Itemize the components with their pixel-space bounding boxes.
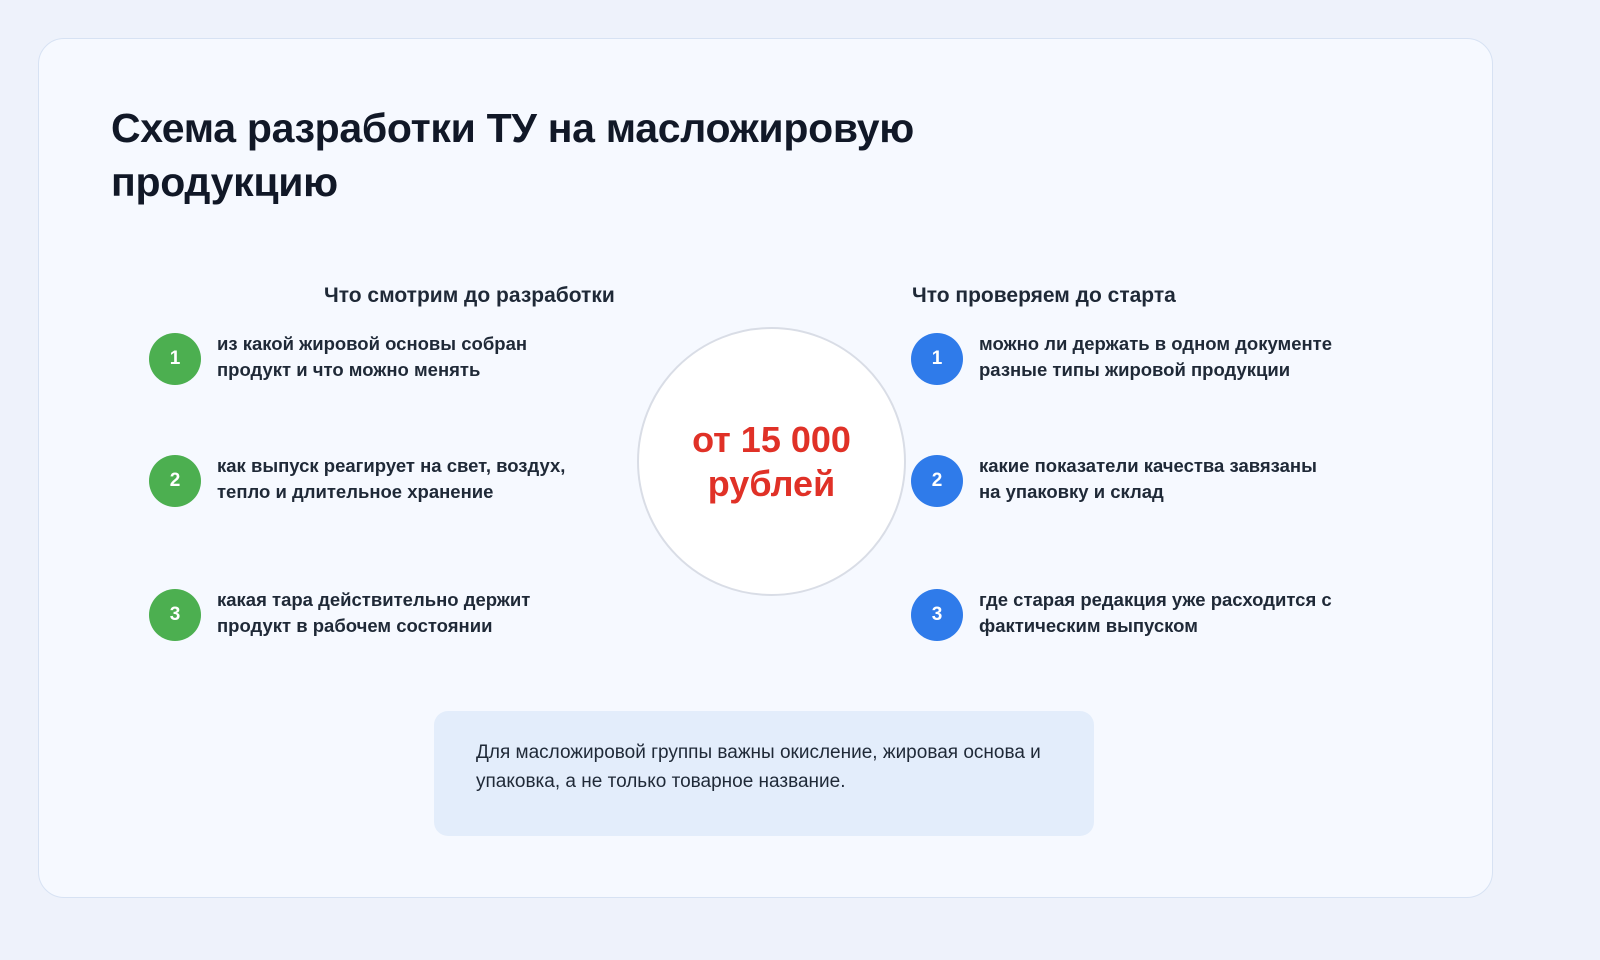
step-badge: 2 <box>911 455 963 507</box>
list-item <box>911 587 1341 641</box>
list-item <box>149 331 579 385</box>
infographic-card <box>38 38 1493 898</box>
note-box <box>434 711 1094 836</box>
step-badge: 1 <box>149 333 201 385</box>
step-badge: 3 <box>911 589 963 641</box>
step-badge: 1 <box>911 333 963 385</box>
step-badge: 3 <box>149 589 201 641</box>
list-item <box>149 453 579 507</box>
list-item-text: какие показатели качества завязаны на упаковку и склад <box>979 455 1317 503</box>
list-item <box>911 453 1341 507</box>
note-text: Для масложировой группы важны окисление, жировая основа и упаковка, а не только товарное название. <box>476 742 1041 792</box>
list-item-text: как выпуск реагирует на свет, воздух, тепло и длительное хранение <box>217 455 566 503</box>
step-badge: 2 <box>149 455 201 507</box>
list-item-text: где старая редакция уже расходится с фактическим выпуском <box>979 589 1332 637</box>
left-column-heading: Что смотрим до разработки <box>324 284 615 307</box>
list-item <box>149 587 579 641</box>
price-label: от 15 000 рублей <box>692 418 851 504</box>
list-item-text: из какой жировой основы собран продукт и что можно менять <box>217 333 528 381</box>
page-title: Схема разработки ТУ на масложировую продукцию <box>111 105 914 206</box>
price-circle <box>637 327 906 596</box>
list-item-text: можно ли держать в одном документе разные типы жировой продукции <box>979 333 1332 381</box>
list-item <box>911 331 1341 385</box>
right-column-heading: Что проверяем до старта <box>912 284 1176 307</box>
list-item-text: какая тара действительно держит продукт в рабочем состоянии <box>217 589 531 637</box>
